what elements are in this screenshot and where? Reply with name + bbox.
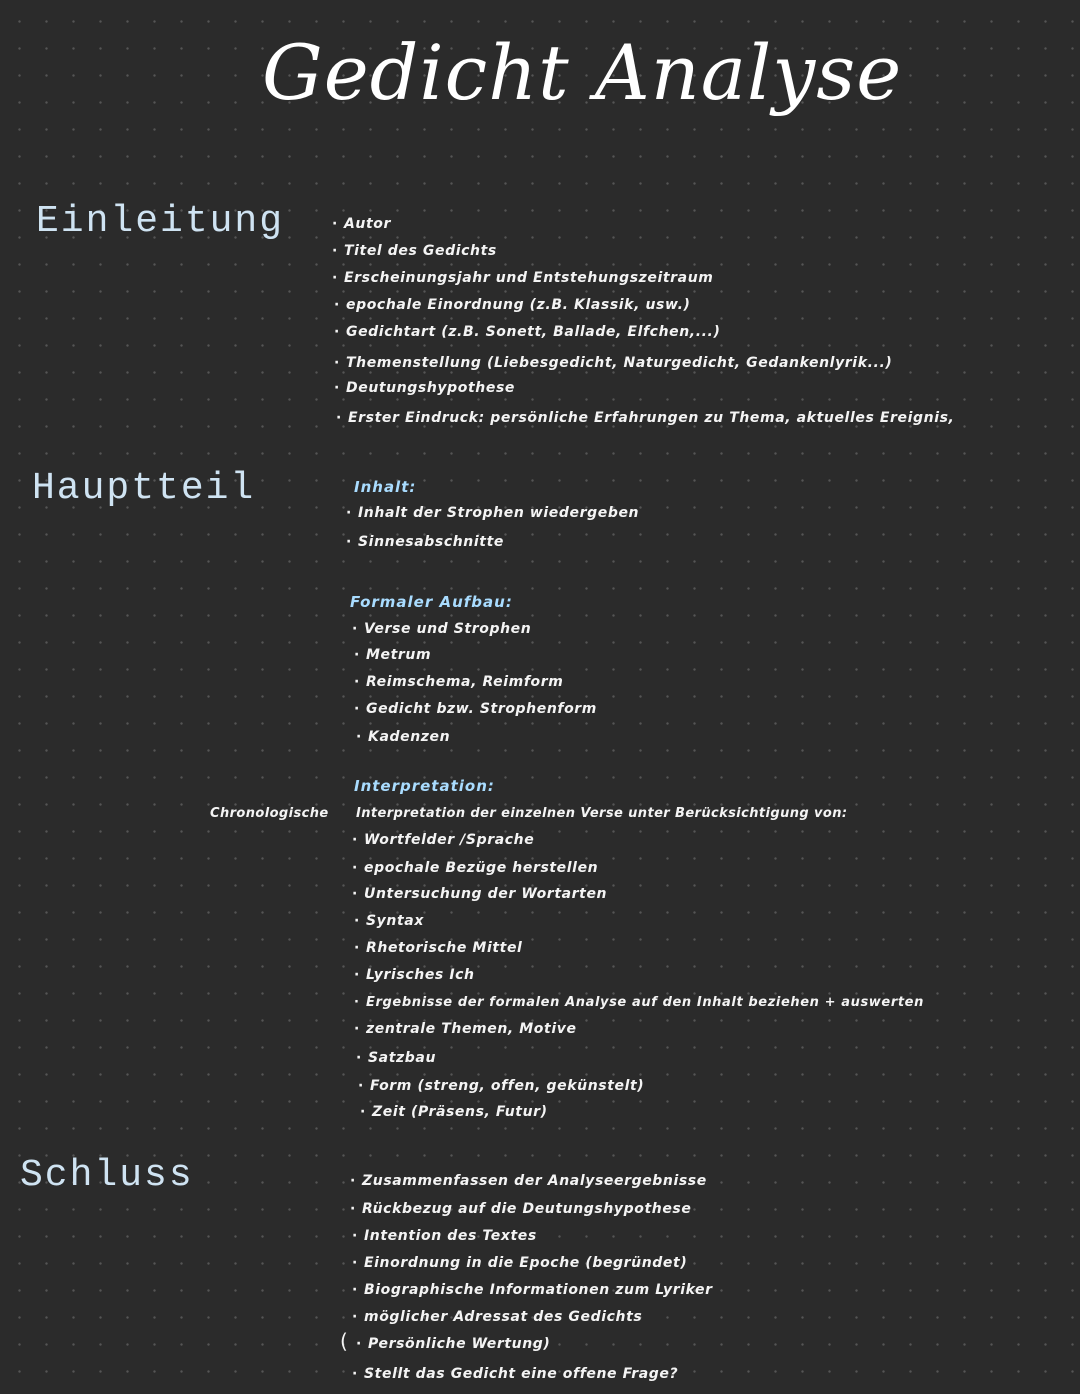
bullet-icon: · [354, 967, 360, 983]
list-item: · Sinnesabschnitte [346, 534, 504, 550]
list-item: · möglicher Adressat des Gedichts [352, 1309, 643, 1325]
bullet-icon: · [334, 297, 340, 313]
list-item: · epochale Bezüge herstellen [352, 860, 599, 876]
list-item: · Ergebnisse der formalen Analyse auf den Inhalt beziehen + auswerten [354, 995, 924, 1010]
list-item: · Deutungshypothese [334, 380, 515, 396]
subheading-interpretation: Interpretation: [354, 777, 495, 795]
list-item: · Zusammenfassen der Analyseergebnisse [350, 1173, 707, 1189]
list-item: · Verse und Strophen [352, 621, 532, 637]
subheading-formaler-aufbau: Formaler Aufbau: [350, 593, 513, 611]
bullet-icon: · [332, 270, 338, 286]
list-item: · Stellt das Gedicht eine offene Frage? [352, 1366, 679, 1382]
list-item: · Inhalt der Strophen wiedergeben [346, 505, 640, 521]
bullet-icon: · [334, 380, 340, 396]
bullet-icon: · [356, 729, 362, 745]
list-item: · Zeit (Präsens, Futur) [360, 1104, 548, 1120]
list-item: · Form (streng, offen, gekünstelt) [358, 1078, 645, 1094]
bullet-icon: · [354, 674, 360, 690]
list-item: · Lyrisches Ich [354, 967, 475, 983]
bullet-icon: · [332, 243, 338, 259]
bullet-icon: · [354, 1021, 360, 1037]
bullet-icon: · [352, 1255, 358, 1271]
bullet-icon: · [354, 913, 360, 929]
bullet-icon: · [360, 1104, 366, 1120]
list-item: · Einordnung in die Epoche (begründet) [352, 1255, 688, 1271]
page-title: Gedicht Analyse [262, 28, 903, 117]
list-item: · Erscheinungsjahr und Entstehungszeitraum [332, 270, 714, 286]
list-item: · Satzbau [356, 1050, 437, 1066]
list-item: · Biographische Informationen zum Lyriker [352, 1282, 713, 1298]
list-item: · Rhetorische Mittel [354, 940, 523, 956]
section-heading-schluss: Schluss [20, 1154, 194, 1197]
list-item: · Themenstellung (Liebesgedicht, Naturgedicht, Gedankenlyrik...) [334, 355, 893, 371]
bullet-icon: · [354, 940, 360, 956]
interpretation-lead-right: Interpretation der einzelnen Verse unter Berücksichtigung von: [356, 806, 848, 821]
list-item: · epochale Einordnung (z.B. Klassik, usw.) [334, 297, 691, 313]
bullet-icon: · [352, 1282, 358, 1298]
list-item: · Autor [332, 216, 392, 232]
bullet-icon: · [352, 1228, 358, 1244]
list-item: · Untersuchung der Wortarten [352, 886, 608, 902]
bullet-icon: · [354, 647, 360, 663]
bullet-icon: · [332, 216, 338, 232]
bullet-icon: · [352, 886, 358, 902]
list-item: · Kadenzen [356, 729, 451, 745]
bullet-icon: · [352, 621, 358, 637]
list-item: · Titel des Gedichts [332, 243, 497, 259]
bullet-icon: · [334, 324, 340, 340]
list-item: · Metrum [354, 647, 432, 663]
bullet-icon: · [350, 1201, 356, 1217]
interpretation-lead-left: Chronologische [210, 806, 329, 821]
bullet-icon: · [354, 701, 360, 717]
list-item: · Erster Eindruck: persönliche Erfahrungen zu Thema, aktuelles Ereignis, [336, 410, 955, 426]
list-item: · Gedichtart (z.B. Sonett, Ballade, Elfchen,...) [334, 324, 721, 340]
bullet-icon: · [356, 1336, 362, 1352]
bullet-icon: · [336, 410, 342, 426]
list-item: · Rückbezug auf die Deutungshypothese [350, 1201, 692, 1217]
bullet-icon: · [356, 1050, 362, 1066]
list-item: · Reimschema, Reimform [354, 674, 564, 690]
list-item: · Syntax [354, 913, 424, 929]
section-heading-hauptteil: Hauptteil [32, 467, 256, 510]
bullet-icon: · [358, 1078, 364, 1094]
bullet-icon: · [354, 995, 360, 1010]
bullet-icon: · [346, 505, 352, 521]
list-item: · Intention des Textes [352, 1228, 537, 1244]
bullet-icon: · [346, 534, 352, 550]
bullet-icon: · [352, 1309, 358, 1325]
bullet-icon: · [352, 832, 358, 848]
section-heading-einleitung: Einleitung [36, 200, 285, 243]
list-item: · Persönliche Wertung) [356, 1336, 551, 1352]
list-item: · Gedicht bzw. Strophenform [354, 701, 597, 717]
open-parenthesis: ( [340, 1329, 348, 1353]
bullet-icon: · [334, 355, 340, 371]
bullet-icon: · [350, 1173, 356, 1189]
bullet-icon: · [352, 860, 358, 876]
bullet-icon: · [352, 1366, 358, 1382]
subheading-inhalt: Inhalt: [354, 478, 417, 496]
list-item: · zentrale Themen, Motive [354, 1021, 577, 1037]
list-item: · Wortfelder /Sprache [352, 832, 535, 848]
